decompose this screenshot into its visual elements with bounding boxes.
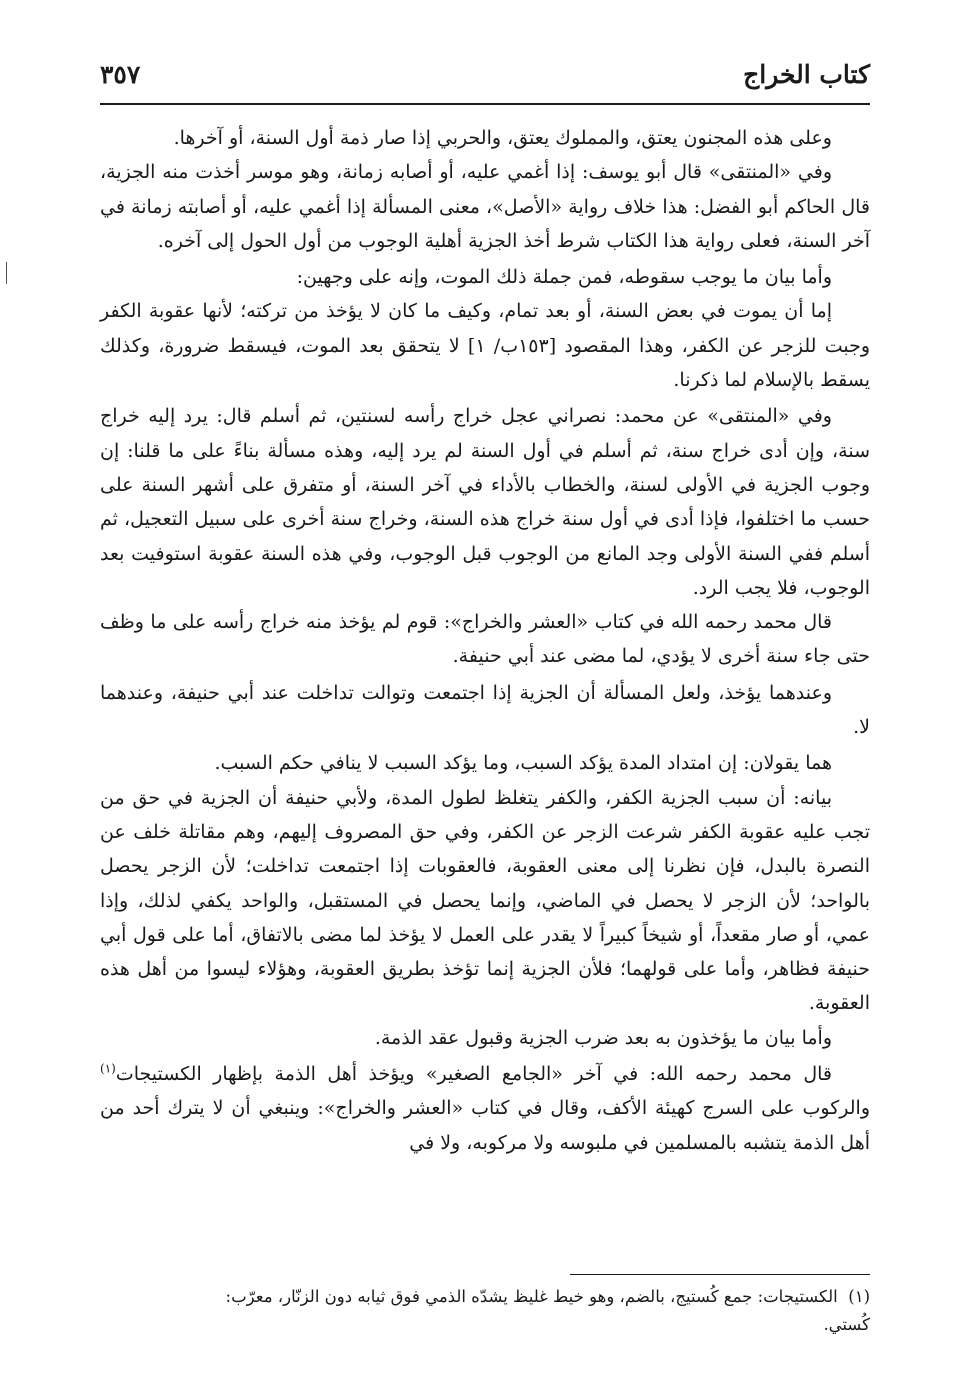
paragraph: وعلى هذه المجنون يعتق، والمملوك يعتق، والحربي إذا صار ذمة أول السنة، أو آخرها. <box>173 127 832 149</box>
paragraph: هما يقولان: إن امتداد المدة يؤكد السبب، وما يؤكد السبب لا ينافي حكم السبب. <box>214 752 832 775</box>
footnote <box>100 1283 870 1339</box>
page-number: ٣٥٧ <box>100 60 141 89</box>
paragraph: وفي «المنتقى» قال أبو يوسف: إذا أغمي عليه، أو أصابه زمانة، وهو موسر أخذت منه الجزية، قال الحاكم أبو الفضل: هذا خلاف رواية «الأصل»، معنى المسألة إذا أغمي عليه، أو أصابته زمانة في آخر السنة، فعلى رواية هذا الكتاب شرط أخذ الجزية أهلية الوجوب من أول الحول إلى آخره. <box>100 161 870 252</box>
paragraph: بيانه: أن سبب الجزية الكفر، والكفر يتغلظ لطول المدة، ولأبي حنيفة أن الجزية في حق من تجب عليه عقوبة الكفر شرعت الزجر عن الكفر، وفي حق المصروف إليهم، وهم مقاتلة خلف عن النصرة بالبدل، فإن نظرنا إلى معنى العقوبة، فالعقوبات إذا اجتمعت تداخلت؛ لأن الزجر يحصل بالواحد؛ لأن الزجر لا يحصل في الماضي، وإنما يحصل في المستقبل، والواحد يكفي لذلك، وإذا عمي، أو صار مقعداً، أو شيخاً كبيراً لا يقدر على العمل لا يؤخذ لما مضى بالاتفاق، أما على قول أبي حنيفة فظاهر، وأما على قولهما؛ فلأن الجزية إنما تؤخذ بطريق العقوبة، وهؤلاء ليسوا من أهل هذه العقوبة. <box>100 786 870 1015</box>
footnote-text: الكستيجات: جمع كُستيج، بالضم، وهو خيط غليظ يشدّه الذمي فوق ثيابه دون الزنّار، معرّب: <box>225 1287 838 1306</box>
footnote-divider <box>570 1274 870 1275</box>
paragraph-text: والركوب على السرج كهيئة الأكف، وقال في كتاب «العشر والخراج»: وينبغي أن لا يترك أحد من أهل الذمة يتشبه بالمسلمين في ملبوسه ولا مركوبه، ولا في <box>100 1097 870 1154</box>
paragraph: وفي «المنتقى» عن محمد: نصراني عجل خراج رأسه لسنتين، ثم أسلم قال: يرد إليه خراج سنة، وإن أدى خراج سنة، ثم أسلم في أول السنة لم يرد إليه، وهذه مسألة بناءً على ما قلنا: إن وجوب الجزية في الأولى لسنة، والخطاب بالأداء في آخر السنة، أو متفرق على أشهر السنة على حسب ما اختلفوا، فإذا أدى في أول سنة خراج هذه السنة، وخراج سنة أخرى على سبيل التعجيل، ثم أسلم ففي السنة الأولى وجد المانع من الوجوب قبل الوجوب، وفي هذه السنة عقوبة استوفيت بعد الوجوب، فلا يجب الرد. <box>100 405 870 599</box>
footnote-reference[interactable]: (١) <box>100 1061 116 1076</box>
page-header <box>100 58 870 98</box>
paragraph: إما أن يموت في بعض السنة، أو بعد تمام، وكيف ما كان لا يؤخذ من تركته؛ لأنها عقوبة الكفر وجبت للزجر عن الكفر، وهذا المقصود [١٥٣ب/ ١] لا يتحقق بعد الموت، فيسقط ضرورة، وكذلك يسقط بالإسلام لما ذكرنا. <box>100 300 871 392</box>
margin-mark <box>6 262 7 284</box>
footnote-marker: (١) <box>848 1287 870 1306</box>
paragraph-text: قال محمد رحمه الله: في آخر «الجامع الصغير» ويؤخذ أهل الذمة بإظهار الكستيجات <box>115 1063 832 1086</box>
paragraph-with-footnote-ref <box>100 1057 870 1160</box>
footnote-continuation: كُستي. <box>823 1315 870 1334</box>
running-title: كتاب الخراج <box>743 60 870 89</box>
footnote-line <box>100 1283 870 1311</box>
paragraph: وأما بيان ما يوجب سقوطه، فمن جملة ذلك الموت، وإنه على وجهين: <box>296 266 832 289</box>
paragraph: قال محمد رحمه الله في كتاب «العشر والخراج»: قوم لم يؤخذ منه خراج رأسه على ما وظف حتى جاء سنة أخرى لا يؤدي، لما مضى عند أبي حنيفة. <box>100 611 870 668</box>
body-text <box>100 121 870 1160</box>
paragraph: وعندهما يؤخذ، ولعل المسألة أن الجزية إذا اجتمعت وتوالت تداخلت عند أبي حنيفة، وعندهما لا. <box>100 681 870 739</box>
paragraph: وأما بيان ما يؤخذون به بعد ضرب الجزية وقبول عقد الذمة. <box>374 1026 832 1049</box>
header-divider <box>100 103 870 105</box>
